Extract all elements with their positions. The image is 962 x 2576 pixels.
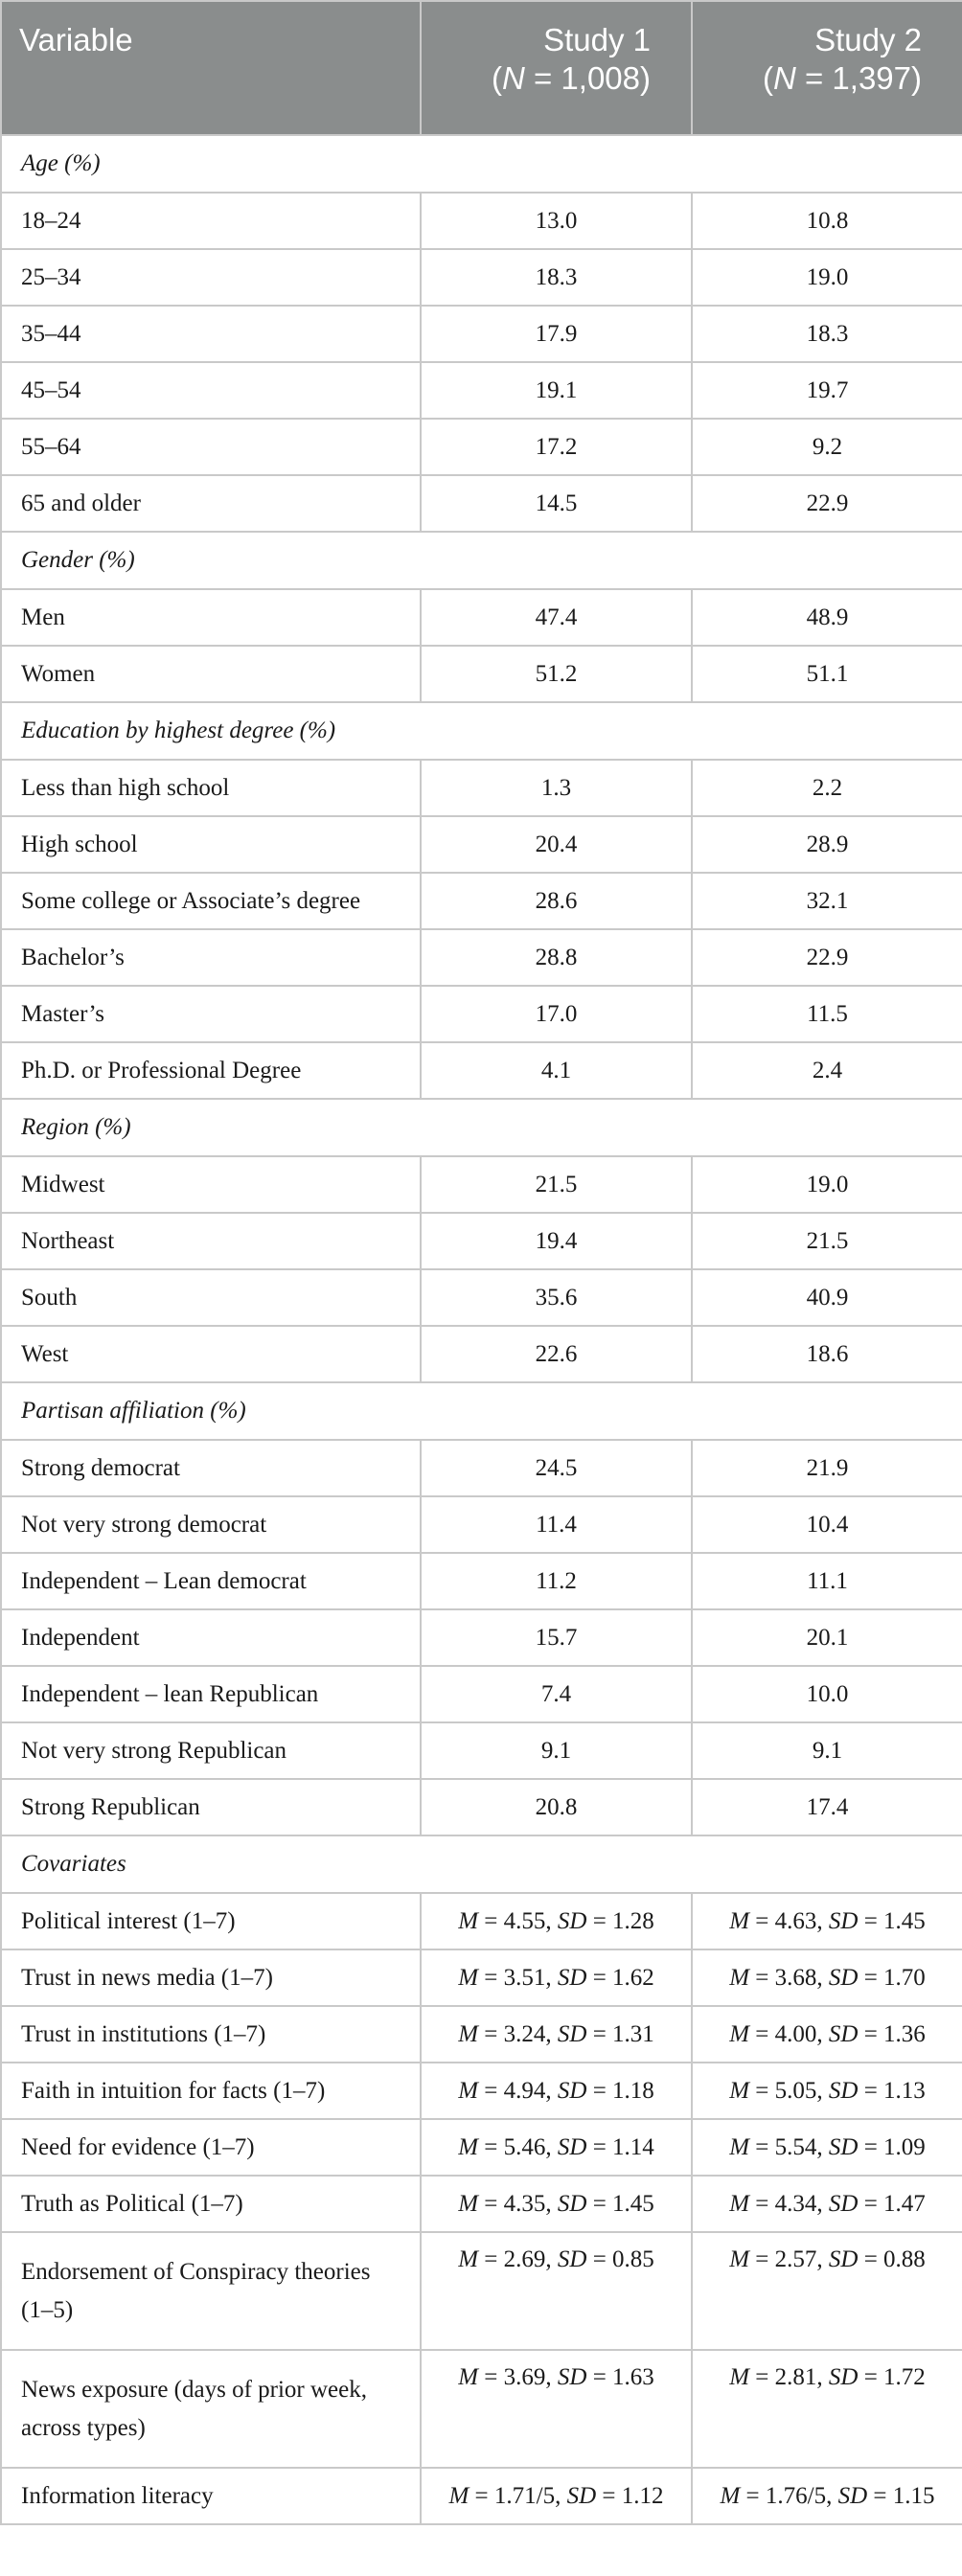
study-2-value: M = 2.57, SD = 0.88 (692, 2232, 962, 2350)
row-label: Strong Republican (1, 1779, 421, 1835)
table-row (1, 816, 962, 873)
table-row (1, 1553, 962, 1609)
section-header-row (1, 1835, 962, 1893)
row-label: Ph.D. or Professional Degree (1, 1042, 421, 1099)
study-1-value: 15.7 (421, 1609, 692, 1666)
table-row (1, 2006, 962, 2063)
table-row (1, 1440, 962, 1496)
study-1-value: 11.2 (421, 1553, 692, 1609)
row-label: Information literacy (1, 2468, 421, 2524)
row-label: Women (1, 646, 421, 702)
table-row (1, 1156, 962, 1213)
row-label: Northeast (1, 1213, 421, 1269)
study-2-value: M = 4.34, SD = 1.47 (692, 2176, 962, 2232)
section-header-row (1, 1099, 962, 1156)
study-2-value: 18.3 (692, 306, 962, 362)
study-2-value: 28.9 (692, 816, 962, 873)
table-row (1, 873, 962, 929)
row-label: Bachelor’s (1, 929, 421, 986)
study-1-value: 13.0 (421, 193, 692, 249)
table-row (1, 306, 962, 362)
table-body (1, 135, 962, 2524)
study-1-value: 4.1 (421, 1042, 692, 1099)
study-2-value: 9.2 (692, 419, 962, 475)
study-1-value: M = 2.69, SD = 0.85 (421, 2232, 692, 2350)
study-1-value: 17.9 (421, 306, 692, 362)
table-row (1, 1779, 962, 1835)
row-label: Strong democrat (1, 1440, 421, 1496)
table-row (1, 986, 962, 1042)
row-label: 65 and older (1, 475, 421, 532)
study-1-value: M = 4.94, SD = 1.18 (421, 2063, 692, 2119)
study-2-value: 11.1 (692, 1553, 962, 1609)
study-1-value: M = 3.51, SD = 1.62 (421, 1949, 692, 2006)
study-2-value: 2.2 (692, 760, 962, 816)
study-2-value: 10.0 (692, 1666, 962, 1722)
study-2-value: 20.1 (692, 1609, 962, 1666)
table-row (1, 1496, 962, 1553)
study-2-value: 17.4 (692, 1779, 962, 1835)
table-row (1, 249, 962, 306)
header-study-2 (692, 1, 962, 135)
section-title: Education by highest degree (%) (1, 702, 962, 760)
table-row (1, 2232, 962, 2350)
row-label: Some college or Associate’s degree (1, 873, 421, 929)
study-1-value: M = 3.24, SD = 1.31 (421, 2006, 692, 2063)
study-2-value: M = 3.68, SD = 1.70 (692, 1949, 962, 2006)
study-1-value: 20.8 (421, 1779, 692, 1835)
table-row (1, 1893, 962, 1949)
study-2-value: 18.6 (692, 1326, 962, 1382)
row-label: Midwest (1, 1156, 421, 1213)
study-2-value: 10.8 (692, 193, 962, 249)
study-2-value: 19.0 (692, 249, 962, 306)
row-label: Not very strong Republican (1, 1722, 421, 1779)
row-label: Independent – Lean democrat (1, 1553, 421, 1609)
row-label: Not very strong democrat (1, 1496, 421, 1553)
study-2-n: (N = 1,397) (762, 60, 922, 96)
table-row (1, 193, 962, 249)
study-1-n: (N = 1,008) (491, 60, 651, 96)
study-2-value: M = 2.81, SD = 1.72 (692, 2350, 962, 2468)
study-1-value: M = 5.46, SD = 1.14 (421, 2119, 692, 2176)
study-1-value: 19.1 (421, 362, 692, 419)
table-row (1, 2176, 962, 2232)
row-label: West (1, 1326, 421, 1382)
row-label: Master’s (1, 986, 421, 1042)
table-row (1, 1666, 962, 1722)
row-label: High school (1, 816, 421, 873)
study-2-value: 48.9 (692, 589, 962, 646)
study-2-value: 19.7 (692, 362, 962, 419)
study-2-value: 22.9 (692, 929, 962, 986)
study-2-value: 51.1 (692, 646, 962, 702)
table-row (1, 2468, 962, 2524)
row-label: Truth as Political (1–7) (1, 2176, 421, 2232)
section-header-row (1, 1382, 962, 1440)
study-2-value: M = 4.00, SD = 1.36 (692, 2006, 962, 2063)
header-row (1, 1, 962, 135)
study-1-value: 19.4 (421, 1213, 692, 1269)
study-2-value: M = 5.54, SD = 1.09 (692, 2119, 962, 2176)
table-row (1, 1722, 962, 1779)
study-2-value: M = 1.76/5, SD = 1.15 (692, 2468, 962, 2524)
row-label: Faith in intuition for facts (1–7) (1, 2063, 421, 2119)
study-1-value: M = 4.35, SD = 1.45 (421, 2176, 692, 2232)
row-label: Political interest (1–7) (1, 1893, 421, 1949)
row-label: Trust in institutions (1–7) (1, 2006, 421, 2063)
section-header-row (1, 702, 962, 760)
header-study-1 (421, 1, 692, 135)
study-2-value: 2.4 (692, 1042, 962, 1099)
table-row (1, 1949, 962, 2006)
study-1-value: 11.4 (421, 1496, 692, 1553)
study-2-value: 21.5 (692, 1213, 962, 1269)
row-label: 18–24 (1, 193, 421, 249)
study-1-value: 18.3 (421, 249, 692, 306)
table-header (1, 1, 962, 135)
study-1-value: 35.6 (421, 1269, 692, 1326)
study-1-value: 47.4 (421, 589, 692, 646)
header-variable: Variable (1, 1, 421, 135)
row-label: Men (1, 589, 421, 646)
table-row (1, 1609, 962, 1666)
study-1-value: 21.5 (421, 1156, 692, 1213)
table-row (1, 2119, 962, 2176)
study-1-value: 1.3 (421, 760, 692, 816)
row-label: News exposure (days of prior week, across types) (1, 2350, 421, 2468)
table-row (1, 475, 962, 532)
study-1-value: 22.6 (421, 1326, 692, 1382)
study-2-value: 32.1 (692, 873, 962, 929)
study-2-value: 22.9 (692, 475, 962, 532)
study-1-value: 17.0 (421, 986, 692, 1042)
row-label: Independent – lean Republican (1, 1666, 421, 1722)
study-1-value: 14.5 (421, 475, 692, 532)
table-row (1, 1042, 962, 1099)
study-1-value: 51.2 (421, 646, 692, 702)
table-row (1, 1213, 962, 1269)
study-1-value: 7.4 (421, 1666, 692, 1722)
row-label: Less than high school (1, 760, 421, 816)
study-1-value: M = 4.55, SD = 1.28 (421, 1893, 692, 1949)
table-row (1, 1326, 962, 1382)
section-title: Covariates (1, 1835, 962, 1893)
section-header-row (1, 135, 962, 193)
row-label: 35–44 (1, 306, 421, 362)
study-2-value: 11.5 (692, 986, 962, 1042)
row-label: Trust in news media (1–7) (1, 1949, 421, 2006)
study-1-value: 24.5 (421, 1440, 692, 1496)
table-row (1, 646, 962, 702)
row-label: 45–54 (1, 362, 421, 419)
row-label: Endorsement of Conspiracy theories (1–5) (1, 2232, 421, 2350)
study-1-value: 17.2 (421, 419, 692, 475)
study-2-value: 9.1 (692, 1722, 962, 1779)
study-1-value: 20.4 (421, 816, 692, 873)
study-2-value: 10.4 (692, 1496, 962, 1553)
study-2-value: 40.9 (692, 1269, 962, 1326)
section-header-row (1, 532, 962, 589)
row-label: 25–34 (1, 249, 421, 306)
table-row (1, 760, 962, 816)
study-2-title: Study 2 (814, 22, 922, 57)
study-1-value: M = 3.69, SD = 1.63 (421, 2350, 692, 2468)
table-row (1, 419, 962, 475)
row-label: 55–64 (1, 419, 421, 475)
table-row (1, 2350, 962, 2468)
study-2-value: M = 5.05, SD = 1.13 (692, 2063, 962, 2119)
table-row (1, 2063, 962, 2119)
section-title: Region (%) (1, 1099, 962, 1156)
table-row (1, 362, 962, 419)
row-label: Need for evidence (1–7) (1, 2119, 421, 2176)
table-row (1, 929, 962, 986)
row-label: South (1, 1269, 421, 1326)
study-1-value: 28.6 (421, 873, 692, 929)
study-2-value: 19.0 (692, 1156, 962, 1213)
table-row (1, 1269, 962, 1326)
section-title: Partisan affiliation (%) (1, 1382, 962, 1440)
study-1-value: 9.1 (421, 1722, 692, 1779)
study-1-value: 28.8 (421, 929, 692, 986)
table-row (1, 589, 962, 646)
study-1-title: Study 1 (543, 22, 651, 57)
study-1-value: M = 1.71/5, SD = 1.12 (421, 2468, 692, 2524)
section-title: Gender (%) (1, 532, 962, 589)
section-title: Age (%) (1, 135, 962, 193)
study-2-value: 21.9 (692, 1440, 962, 1496)
row-label: Independent (1, 1609, 421, 1666)
study-2-value: M = 4.63, SD = 1.45 (692, 1893, 962, 1949)
